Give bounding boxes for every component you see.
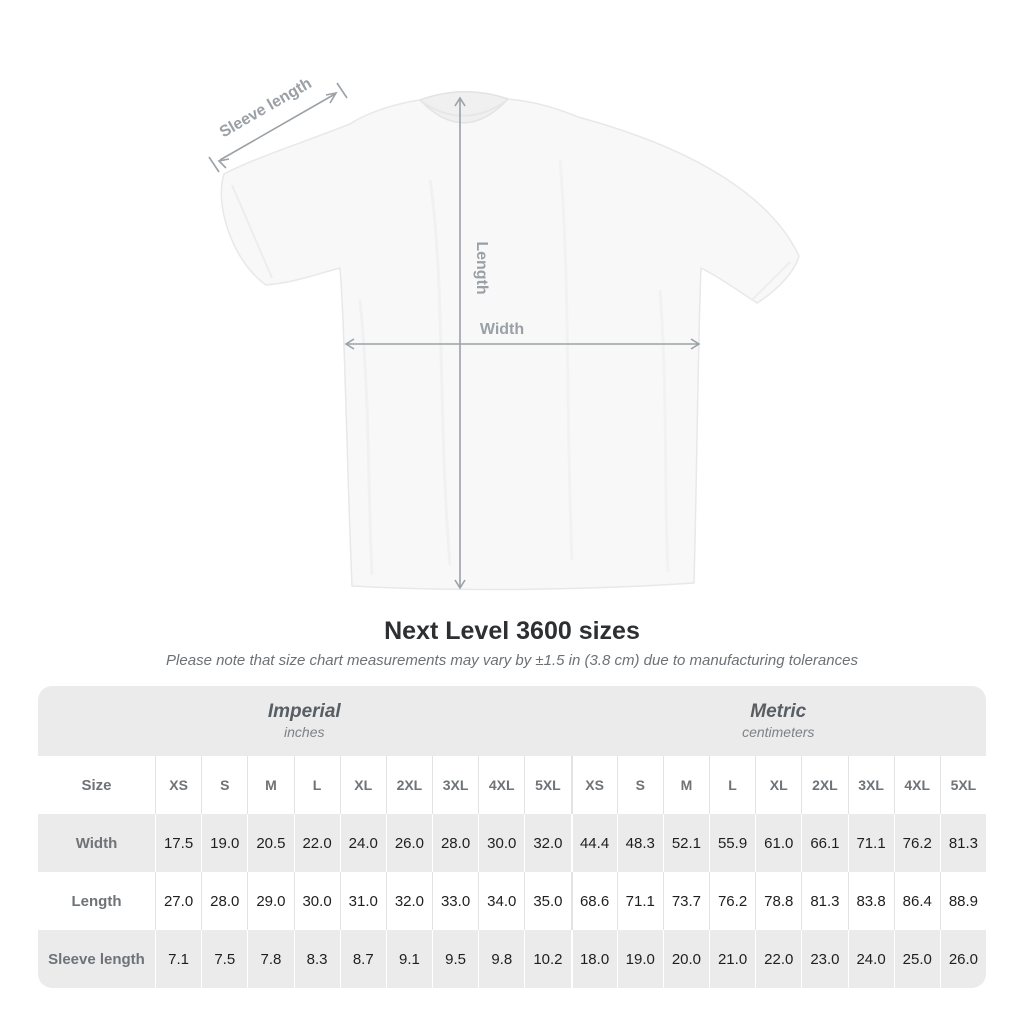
measurement-label: Sleeve length — [48, 950, 145, 968]
measurement-value: 19.0 — [617, 930, 663, 988]
measurement-value: 7.5 — [201, 930, 247, 988]
measurement-value: 34.0 — [478, 872, 524, 930]
measurement-value: 28.0 — [201, 872, 247, 930]
measurement-row — [38, 930, 986, 988]
metric-unit: centimeters — [742, 724, 815, 741]
measurement-value: 52.1 — [663, 814, 709, 872]
measurement-value: 10.2 — [524, 930, 570, 988]
unit-header-row — [38, 686, 986, 756]
imperial-header — [38, 686, 571, 756]
measurement-value: 83.8 — [848, 872, 894, 930]
measurement-value: 22.0 — [294, 814, 340, 872]
measurement-value: 55.9 — [709, 814, 755, 872]
measurement-value: 9.8 — [478, 930, 524, 988]
measurement-value: 68.6 — [571, 872, 617, 930]
measurement-value: 26.0 — [386, 814, 432, 872]
size-col-header: 3XL — [432, 756, 478, 814]
size-col-header: M — [663, 756, 709, 814]
size-col-header: 4XL — [478, 756, 524, 814]
sleeve-length-label: Sleeve length — [216, 74, 315, 142]
measurement-value: 66.1 — [801, 814, 847, 872]
measurement-value: 21.0 — [709, 930, 755, 988]
size-table — [38, 686, 986, 988]
measurement-row — [38, 872, 986, 930]
measurement-value: 29.0 — [247, 872, 293, 930]
measurement-value: 8.3 — [294, 930, 340, 988]
measurement-value: 71.1 — [848, 814, 894, 872]
measurement-value: 88.9 — [940, 872, 986, 930]
size-col-header: M — [247, 756, 293, 814]
measurement-row — [38, 814, 986, 872]
measurement-label: Width — [75, 834, 118, 852]
size-col-header: 5XL — [524, 756, 570, 814]
measurement-value: 8.7 — [340, 930, 386, 988]
measurement-value: 31.0 — [340, 872, 386, 930]
measurement-value: 22.0 — [755, 930, 801, 988]
measurement-value: 20.0 — [663, 930, 709, 988]
measurement-value: 28.0 — [432, 814, 478, 872]
size-table-body — [38, 756, 986, 988]
measurement-value: 9.5 — [432, 930, 478, 988]
metric-name: Metric — [750, 701, 807, 723]
measurement-value: 81.3 — [940, 814, 986, 872]
metric-header — [571, 686, 987, 756]
measurement-value: 32.0 — [386, 872, 432, 930]
size-header-row — [38, 756, 986, 814]
measurement-value: 61.0 — [755, 814, 801, 872]
measurement-value: 76.2 — [894, 814, 940, 872]
measurement-value: 23.0 — [801, 930, 847, 988]
size-col-header: XS — [571, 756, 617, 814]
measurement-value: 86.4 — [894, 872, 940, 930]
measurement-value: 78.8 — [755, 872, 801, 930]
size-col-header: 2XL — [801, 756, 847, 814]
measurement-value: 73.7 — [663, 872, 709, 930]
measurement-value: 48.3 — [617, 814, 663, 872]
measurement-value: 17.5 — [155, 814, 201, 872]
imperial-unit: inches — [284, 724, 325, 741]
size-column-header: Size — [81, 776, 112, 794]
size-col-header: 2XL — [386, 756, 432, 814]
size-col-header: S — [201, 756, 247, 814]
tolerance-note: Please note that size chart measurements may vary by ±1.5 in (3.8 cm) due to manufacturing tolerances — [166, 652, 858, 669]
size-col-header: XL — [340, 756, 386, 814]
size-col-header: S — [617, 756, 663, 814]
measurement-value: 25.0 — [894, 930, 940, 988]
page-title: Next Level 3600 sizes — [384, 617, 640, 645]
imperial-name: Imperial — [267, 701, 341, 723]
measurement-value: 7.1 — [155, 930, 201, 988]
measurement-value: 19.0 — [201, 814, 247, 872]
length-label: Length — [473, 241, 490, 295]
size-col-header: 3XL — [848, 756, 894, 814]
size-col-header: XS — [155, 756, 201, 814]
measurement-value: 24.0 — [340, 814, 386, 872]
measurement-value: 44.4 — [571, 814, 617, 872]
size-col-header: 4XL — [894, 756, 940, 814]
measurement-value: 76.2 — [709, 872, 755, 930]
tshirt-graphic — [221, 92, 799, 590]
measurement-value: 81.3 — [801, 872, 847, 930]
measurement-value: 35.0 — [524, 872, 570, 930]
measurement-value: 30.0 — [478, 814, 524, 872]
measurement-value: 7.8 — [247, 930, 293, 988]
measurement-value: 30.0 — [294, 872, 340, 930]
measurement-value: 32.0 — [524, 814, 570, 872]
size-col-header: L — [294, 756, 340, 814]
measurement-value: 24.0 — [848, 930, 894, 988]
measurement-value: 33.0 — [432, 872, 478, 930]
measurement-value: 27.0 — [155, 872, 201, 930]
size-col-header: L — [709, 756, 755, 814]
measurement-label: Length — [71, 892, 122, 910]
measurement-value: 18.0 — [571, 930, 617, 988]
measurement-value: 71.1 — [617, 872, 663, 930]
size-col-header: 5XL — [940, 756, 986, 814]
size-col-header: XL — [755, 756, 801, 814]
width-label: Width — [479, 321, 525, 338]
measurement-value: 26.0 — [940, 930, 986, 988]
measurement-value: 20.5 — [247, 814, 293, 872]
measurement-value: 9.1 — [386, 930, 432, 988]
